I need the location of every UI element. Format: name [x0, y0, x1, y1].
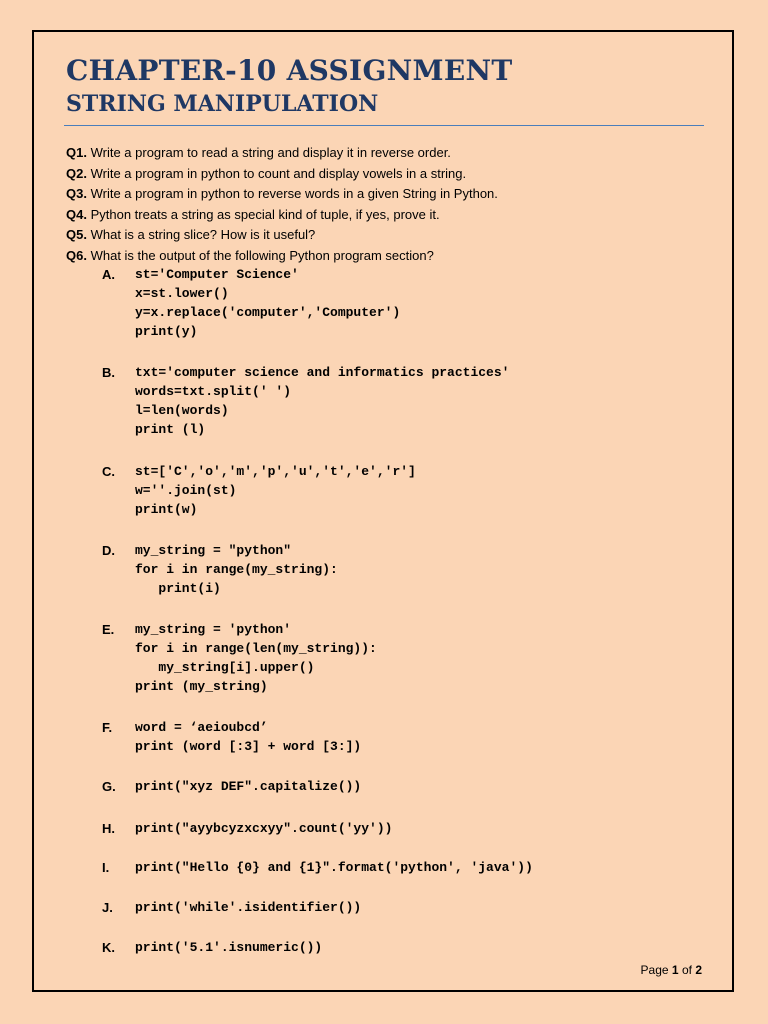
question-text: Write a program in python to reverse words in a given String in Python. — [90, 186, 498, 202]
code-snippet: print('5.1'.isnumeric()) — [135, 940, 323, 955]
question-item — [66, 184, 706, 205]
question-item — [66, 164, 706, 185]
page-word: Page — [640, 963, 669, 977]
of-word: of — [681, 963, 692, 977]
chapter-subtitle: STRING MANIPULATION — [66, 91, 379, 117]
question-text: What is the output of the following Python program section? — [90, 247, 434, 263]
subpart-letter: K. — [102, 940, 115, 955]
total-pages: 2 — [695, 963, 702, 977]
question-number: Q1. — [66, 145, 87, 160]
code-snippet: txt='computer science and informatics practices' words=txt.split(' ') l=len(words) print (l) — [135, 365, 510, 437]
subpart-letter: D. — [102, 543, 115, 558]
subpart-letter: J. — [102, 900, 113, 915]
question-text: What is a string slice? How is it useful? — [90, 227, 316, 243]
code-snippet: print('while'.isidentifier()) — [135, 900, 362, 915]
question-number: Q5. — [66, 227, 87, 243]
current-page: 1 — [671, 963, 679, 977]
question-list — [66, 143, 706, 267]
title-divider — [64, 125, 704, 126]
subpart-letter: F. — [102, 720, 113, 735]
code-snippet: my_string = "python" for i in range(my_string): print(i) — [135, 543, 338, 596]
subpart-letter: B. — [102, 365, 115, 380]
code-snippet: st=['C','o','m','p','u','t','e','r'] w=''.join(st) print(w) — [135, 464, 416, 517]
subpart-letter: I. — [102, 860, 110, 875]
question-number: Q2. — [66, 165, 87, 181]
subpart-letter: A. — [102, 267, 115, 282]
subpart-letter: E. — [102, 622, 115, 637]
subpart-letter: C. — [102, 464, 115, 479]
question-number: Q6. — [66, 247, 87, 263]
question-item — [66, 225, 706, 246]
question-number: Q4. — [66, 206, 87, 222]
question-text: Write a program in python to count and display vowels in a string. — [90, 165, 467, 181]
code-snippet: print("ayybcyzxcxyy".count('yy')) — [135, 821, 393, 836]
code-snippet: st='Computer Science' x=st.lower() y=x.replace('computer','Computer') print(y) — [135, 267, 401, 339]
question-item — [66, 205, 706, 226]
code-snippet: print("Hello {0} and {1}".format('python', 'java')) — [135, 860, 533, 875]
question-item — [66, 246, 706, 267]
question-item — [66, 143, 706, 164]
chapter-title: CHAPTER-10 ASSIGNMENT — [66, 54, 513, 87]
page-number — [641, 963, 702, 977]
code-snippet: print("xyz DEF".capitalize()) — [135, 779, 362, 794]
subpart-letter: H. — [102, 821, 115, 836]
question-number: Q3. — [66, 186, 87, 202]
code-snippet: word = ‘aeioubcd’ print (word [:3] + word [3:]) — [135, 720, 362, 754]
subpart-letter: G. — [102, 779, 116, 794]
code-snippet: my_string = 'python' for i in range(len(my_string)): my_string[i].upper() print (my_string) — [135, 622, 377, 694]
question-text: Python treats a string as special kind of tuple, if yes, prove it. — [90, 206, 440, 222]
question-text: Write a program to read a string and display it in reverse order. — [90, 145, 451, 160]
